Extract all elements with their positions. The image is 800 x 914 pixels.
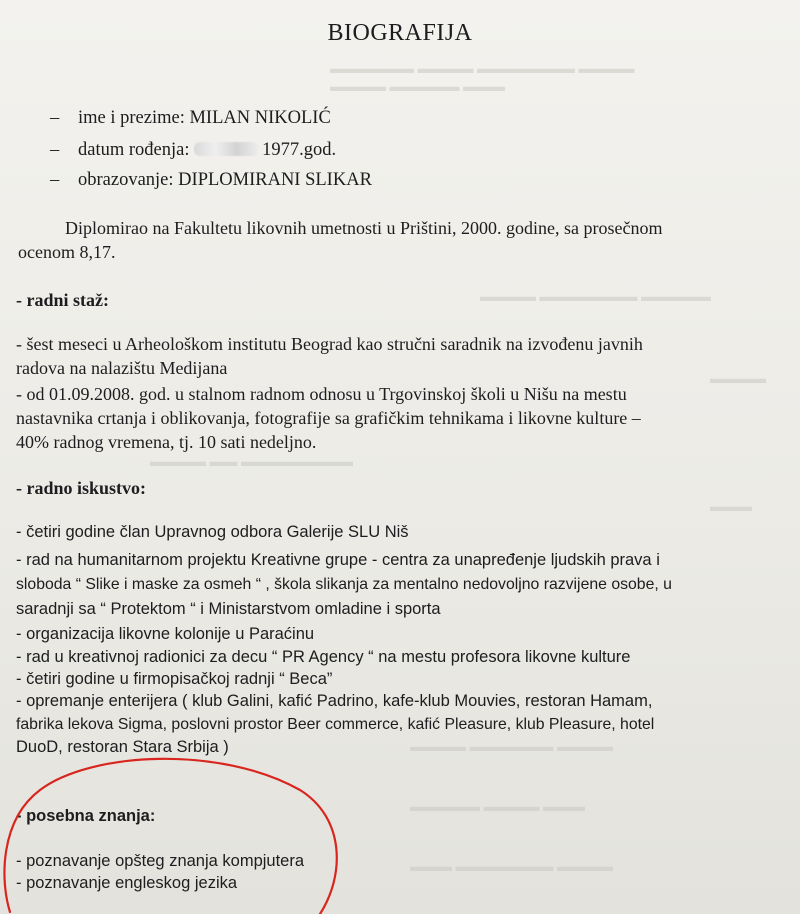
bullet-dash: – — [50, 170, 60, 190]
field-label: datum rođenja: — [78, 140, 190, 160]
work-line: 40% radnog vremena, tj. 10 sati nedeljno. — [16, 432, 317, 452]
bleed-through-text: ▬▬▬ — [710, 500, 752, 515]
field-value: MILAN NIKOLIĆ — [189, 108, 331, 128]
bullet-dash: – — [50, 108, 60, 128]
redacted-blur — [194, 142, 258, 156]
intro-line: ocenom 8,17. — [18, 242, 116, 262]
experience-line: - organizacija likovne kolonije u Paraćinu — [16, 625, 315, 643]
bleed-through-text: ▬▬▬▬ ▬▬▬▬▬▬▬ ▬▬▬▬▬ — [480, 290, 711, 305]
bullet-dash: – — [50, 140, 60, 160]
bleed-through-text: ▬▬▬▬▬▬ ▬▬▬▬ ▬▬▬▬▬▬▬ ▬▬▬▬ — [330, 62, 635, 77]
bleed-through-text: ▬▬▬▬ ▬▬▬▬▬▬ ▬▬▬▬ — [410, 740, 613, 755]
bleed-through-text: ▬▬▬▬▬ ▬▬▬▬ ▬▬▬ — [410, 800, 585, 815]
work-line: - od 01.09.2008. god. u stalnom radnom odnosu u Trgovinskoj školi u Nišu na mestu — [16, 384, 627, 404]
bleed-through-text: ▬▬▬▬ ▬▬ ▬▬▬▬▬▬▬▬ — [150, 455, 353, 470]
bleed-through-text: ▬▬▬▬ ▬▬▬▬▬ ▬▬▬ — [330, 80, 505, 95]
work-line: radova na nalazištu Medijana — [16, 358, 228, 378]
skills-line: - poznavanje engleskog jezika — [16, 874, 238, 892]
experience-line: DuoD, restoran Stara Srbija ) — [16, 738, 229, 756]
work-line: - šest meseci u Arheološkom institutu Beograd kao stručni saradnik na izvođenu javnih — [16, 334, 643, 354]
section-heading-work: - radni staž: — [16, 290, 109, 310]
field-label: ime i prezime: — [78, 108, 185, 128]
field-birth-date — [50, 140, 336, 161]
experience-line: - rad u kreativnoj radionici za decu “ PR Agency “ na mestu profesora likovne kulture — [16, 648, 631, 666]
field-value: 1977.god. — [262, 140, 337, 160]
section-heading-experience: - radno iskustvo: — [16, 478, 147, 498]
experience-line: sloboda “ Slike i maske za osmeh “ , škola slikanja za mentalno nedovoljno razvijene osobe, u — [16, 576, 672, 593]
field-education — [50, 170, 372, 191]
field-value: DIPLOMIRANI SLIKAR — [178, 170, 372, 190]
experience-line: - četiri godine član Upravnog odbora Galerije SLU Niš — [16, 523, 409, 541]
experience-line: - rad na humanitarnom projektu Kreativne grupe - centra za unapređenje ljudskih prava i — [16, 551, 660, 569]
field-label: obrazovanje: — [78, 170, 174, 190]
experience-line: saradnji sa “ Protektom “ i Ministarstvom omladine i sporta — [16, 600, 441, 618]
experience-line: - opremanje enterijera ( klub Galini, kafić Padrino, kafe-klub Mouvies, restoran Hamam, — [16, 692, 653, 710]
experience-line: fabrika lekova Sigma, poslovni prostor Beer commerce, kafić Pleasure, klub Pleasure, hotel — [16, 716, 655, 733]
document-title: BIOGRAFIJA — [327, 20, 473, 46]
field-full-name — [50, 108, 331, 129]
bleed-through-text: ▬▬▬ ▬▬▬▬▬▬▬ ▬▬▬▬ — [410, 860, 613, 875]
bleed-through-text: ▬▬▬▬ — [710, 372, 766, 387]
experience-line: - četiri godine u firmopisačkoj radnji “ Beca” — [16, 670, 333, 688]
intro-line: Diplomirao na Fakultetu likovnih umetnosti u Prištini, 2000. godine, sa prosečnom — [65, 218, 663, 238]
work-line: nastavnika crtanja i oblikovanja, fotografije sa grafičkim tehnikama i likovne kulture – — [16, 408, 641, 428]
section-heading-skills: - posebna znanja: — [16, 807, 156, 825]
skills-line: - poznavanje opšteg znanja kompjutera — [16, 852, 305, 870]
